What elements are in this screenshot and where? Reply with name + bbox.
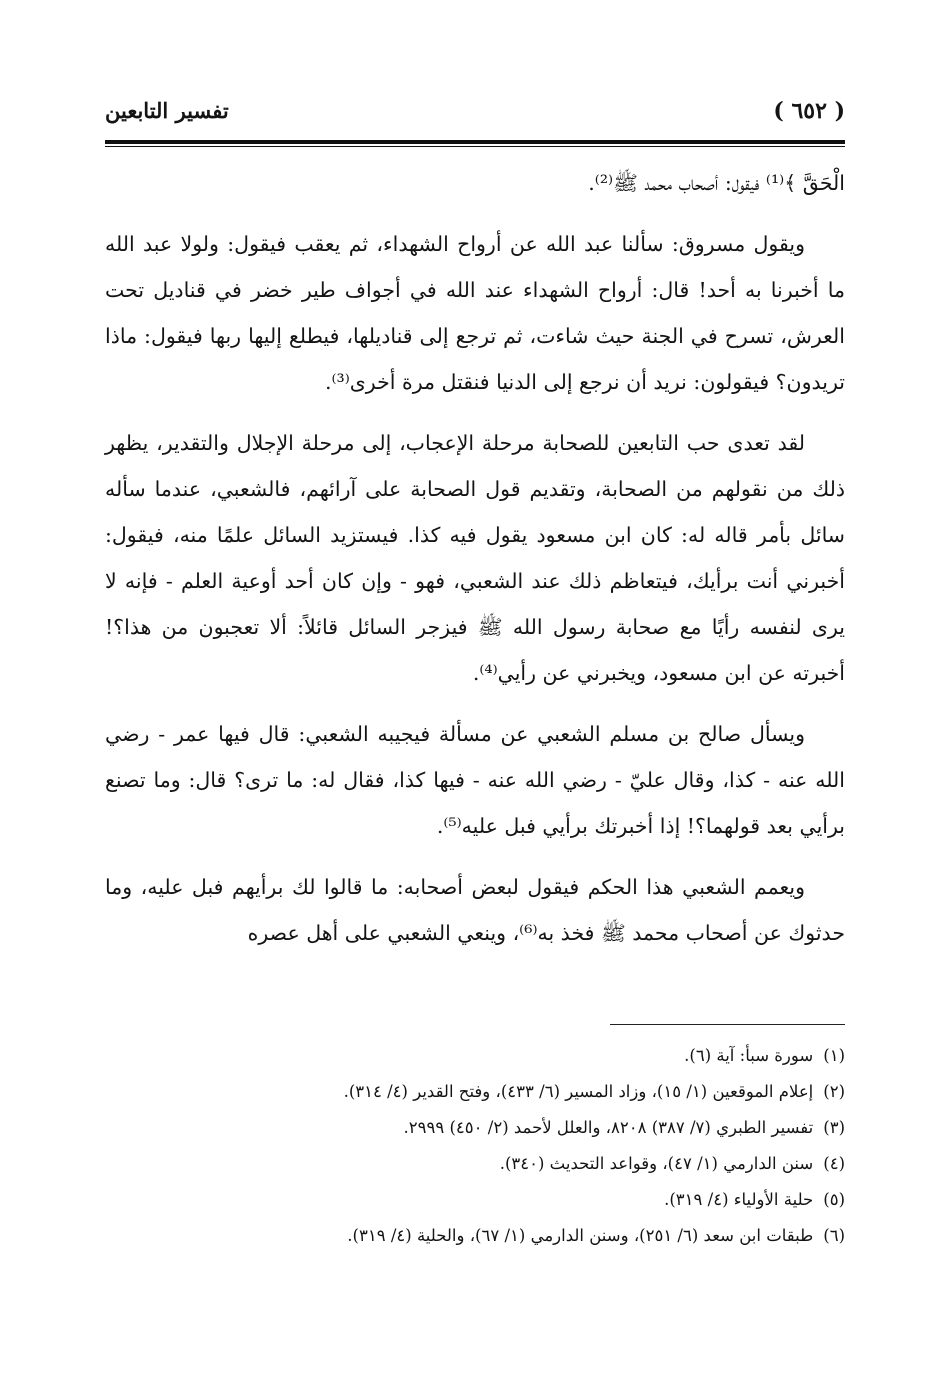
footnote-item — [105, 1074, 845, 1110]
footnote-item — [105, 1146, 845, 1182]
main-text — [105, 160, 845, 971]
running-title: تفسير التابعين — [105, 98, 229, 123]
footnote-text: طبقات ابن سعد (٦/ ٢٥١)، وسنن الدارمي (١/ ٦٧)، والحلية (٤/ ٣١٩). — [347, 1226, 814, 1245]
footnote-item — [105, 1218, 845, 1254]
footnote-item — [105, 1110, 845, 1146]
footnote-number: (٦) — [823, 1226, 845, 1245]
footnote-text: تفسير الطبري (٧/ ٣٨٧) ٨٢٠٨، والعلل لأحمد (٢/ ٤٥٠) ٢٩٩٩. — [403, 1118, 814, 1137]
footnote-separator — [610, 1024, 845, 1025]
header-rule — [105, 140, 845, 144]
paragraph: ويقول مسروق: سألنا عبد الله عن أرواح الشهداء، ثم يعقب فيقول: ولولا عبد الله ما أخبرنا به أحد! قال: أرواح الشهداء عند الله في أجواف طير خضر في قناديل تحت العرش، تسرح في الجنة حيث شاءت، ثم ترجع إلى قناديلها، فيطلع إليها ربها فيقول: ماذا تريدون؟ فيقولون: نريد أن نرجع إلى الدنيا فنقتل مرة أخرى⁽³⁾. — [105, 232, 845, 394]
footnote-text: سورة سبأ: آية (٦). — [684, 1046, 814, 1065]
header-rule-thin — [105, 146, 845, 147]
footnote-item — [105, 1038, 845, 1074]
footnote-number: (١) — [823, 1046, 845, 1065]
footnote-text: حلية الأولياء (٤/ ٣١٩). — [664, 1190, 814, 1209]
paragraph: لقد تعدى حب التابعين للصحابة مرحلة الإعجاب، إلى مرحلة الإجلال والتقدير، يظهر ذلك من نقولهم من الصحابة، وتقديم قول الصحابة على آرائهم، فالشعبي، عندما سأله سائل بأمر قاله له: كان ابن مسعود يقول فيه كذا. فيستزيد السائل علمًا منه، فيقول: أخبرني أنت برأيك، فيتعاظم ذلك عند الشعبي، فهو - وإن كان أحد أوعية العلم - فإنه لا يرى لنفسه رأيًا مع صحابة رسول الله ﷺ فيزجر السائل قائلاً: ألا تعجبون من هذا؟! أخبرته عن ابن مسعود، ويخبرني عن رأيي⁽⁴⁾. — [105, 431, 845, 685]
paragraph: ويسأل صالح بن مسلم الشعبي عن مسألة فيجيبه الشعبي: قال فيها عمر - رضي الله عنه - كذا، وقال عليّ - رضي الله عنه - فيها كذا، فقال له: ما ترى؟ قال: وما تصنع برأيي بعد قولهما؟! إذا أخبرتك برأيي فبل عليه⁽⁵⁾. — [105, 722, 845, 838]
footnote-number: (٤) — [823, 1154, 845, 1173]
page-header — [105, 96, 845, 136]
footnote-number: (٢) — [823, 1082, 845, 1101]
footnote-item — [105, 1182, 845, 1218]
footnotes — [105, 1038, 845, 1254]
footnote-number: (٣) — [823, 1118, 845, 1137]
footnote-text: سنن الدارمي (١/ ٤٧)، وقواعد التحديث (٣٤٠). — [499, 1154, 814, 1173]
paragraph: الْحَقَّ ﴾⁽¹⁾ فيقول: أصحاب محمد ﷺ⁽²⁾. — [588, 171, 845, 195]
page-number: ( ٦٥٢ ) — [773, 98, 845, 124]
footnote-number: (٥) — [823, 1190, 845, 1209]
footnote-text: إعلام الموقعين (١/ ١٥)، وزاد المسير (٦/ ٤٣٣)، وفتح القدير (٤/ ٣١٤). — [343, 1082, 814, 1101]
paragraph: ويعمم الشعبي هذا الحكم فيقول لبعض أصحابه: ما قالوا لك برأيهم فبل عليه، وما حدثوك عن أصحاب محمد ﷺ فخذ به⁽⁶⁾، وينعي الشعبي على أهل عصره — [105, 875, 845, 945]
